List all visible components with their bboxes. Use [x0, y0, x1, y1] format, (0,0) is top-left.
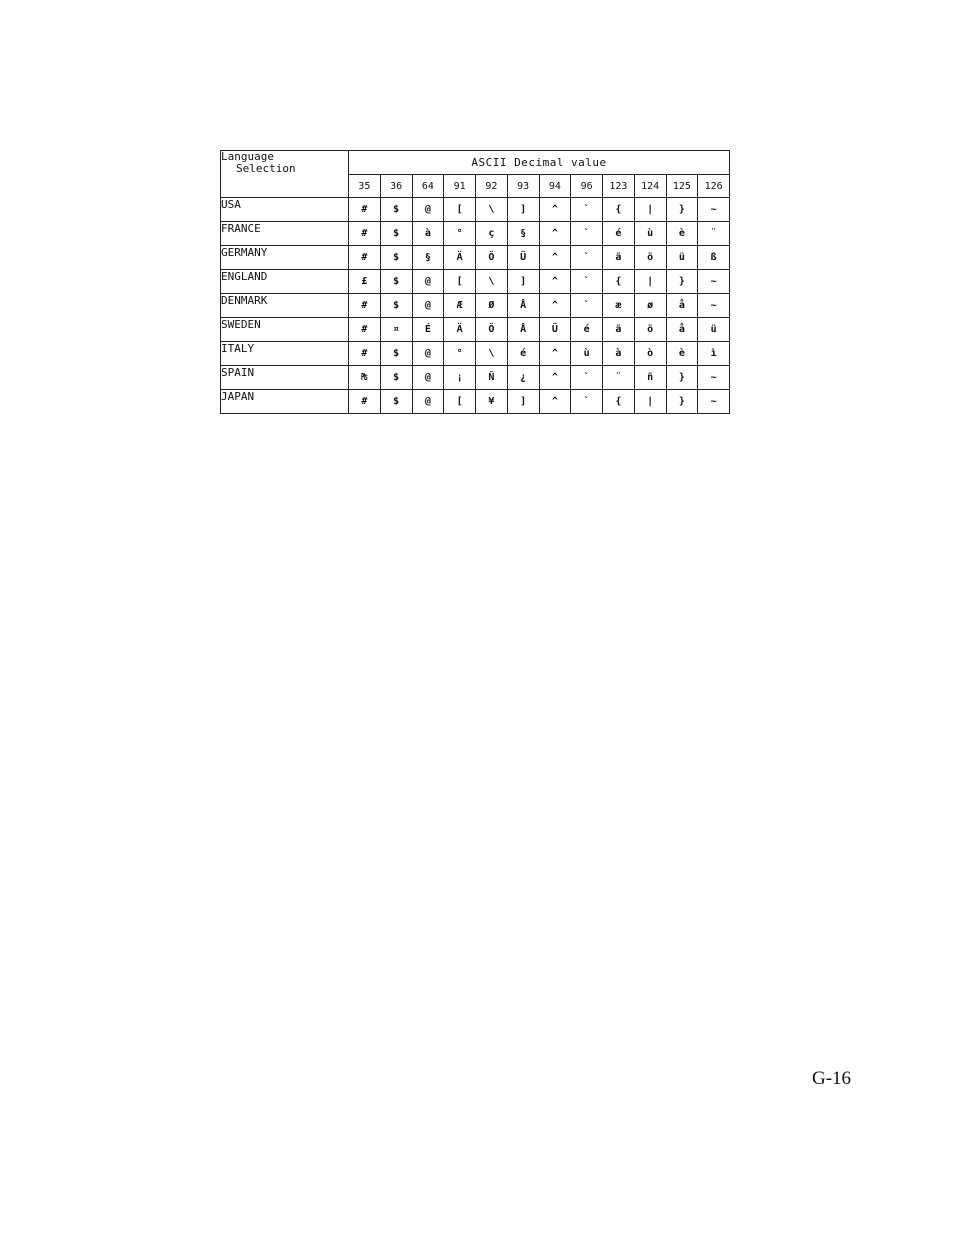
character-cell: |	[634, 198, 666, 222]
language-name: USA	[221, 198, 349, 222]
table-row	[221, 342, 730, 366]
character-cell: å	[666, 318, 698, 342]
character-cell: $	[380, 342, 412, 366]
character-cell: ^	[539, 270, 571, 294]
character-cell: £	[349, 270, 381, 294]
table-row	[221, 246, 730, 270]
character-cell: $	[380, 198, 412, 222]
code-header-35: 35	[349, 175, 381, 198]
character-cell: ¡	[444, 366, 476, 390]
character-cell: Æ	[444, 294, 476, 318]
character-cell: ä	[603, 246, 635, 270]
character-cell: Å	[507, 318, 539, 342]
character-cell: ~	[698, 390, 730, 414]
character-cell: ~	[698, 366, 730, 390]
language-name: ENGLAND	[221, 270, 349, 294]
code-header-36: 36	[380, 175, 412, 198]
character-cell: {	[603, 198, 635, 222]
character-cell: $	[380, 270, 412, 294]
language-name: JAPAN	[221, 390, 349, 414]
character-cell: ~	[698, 270, 730, 294]
table-row	[221, 294, 730, 318]
character-cell: ò	[634, 342, 666, 366]
character-cell: Ä	[444, 246, 476, 270]
language-name: ITALY	[221, 342, 349, 366]
table-row	[221, 222, 730, 246]
character-cell: [	[444, 390, 476, 414]
table-body	[221, 198, 730, 414]
character-cell: {	[603, 390, 635, 414]
character-cell: ì	[698, 342, 730, 366]
language-selection-header	[221, 151, 349, 198]
character-cell: #	[349, 294, 381, 318]
character-cell: @	[412, 390, 444, 414]
character-cell: `	[571, 222, 603, 246]
table-row	[221, 270, 730, 294]
character-cell: `	[571, 270, 603, 294]
character-cell: ]	[507, 270, 539, 294]
character-cell: }	[666, 270, 698, 294]
table-header-row	[221, 151, 730, 175]
character-cell: °	[444, 222, 476, 246]
character-cell: é	[571, 318, 603, 342]
character-cell: à	[412, 222, 444, 246]
code-header-124: 124	[634, 175, 666, 198]
character-cell: `	[571, 390, 603, 414]
character-cell: $	[380, 294, 412, 318]
character-cell: ¨	[603, 366, 635, 390]
character-cell: #	[349, 246, 381, 270]
code-header-93: 93	[507, 175, 539, 198]
character-cell: Ø	[476, 294, 508, 318]
character-cell: @	[412, 294, 444, 318]
character-cell: é	[603, 222, 635, 246]
character-cell: @	[412, 342, 444, 366]
character-cell: ß	[698, 246, 730, 270]
character-cell: [	[444, 270, 476, 294]
character-cell: ù	[571, 342, 603, 366]
character-cell: \	[476, 198, 508, 222]
code-header-94: 94	[539, 175, 571, 198]
language-name: SPAIN	[221, 366, 349, 390]
character-cell: #	[349, 318, 381, 342]
character-cell: #	[349, 222, 381, 246]
character-cell: ^	[539, 294, 571, 318]
character-cell: ¤	[380, 318, 412, 342]
character-cell: Ö	[476, 318, 508, 342]
character-cell: ø	[634, 294, 666, 318]
code-header-125: 125	[666, 175, 698, 198]
character-cell: é	[507, 342, 539, 366]
character-cell: ^	[539, 198, 571, 222]
table-row	[221, 318, 730, 342]
character-cell: #	[349, 198, 381, 222]
character-cell: Å	[507, 294, 539, 318]
character-cell: ¿	[507, 366, 539, 390]
character-cell: §	[507, 222, 539, 246]
page-number: G-16	[812, 1068, 852, 1089]
character-cell: ¨	[698, 222, 730, 246]
code-header-64: 64	[412, 175, 444, 198]
character-cell: ñ	[634, 366, 666, 390]
character-cell: ]	[507, 390, 539, 414]
code-header-96: 96	[571, 175, 603, 198]
character-cell: Ä	[444, 318, 476, 342]
table-row	[221, 390, 730, 414]
character-cell: ù	[634, 222, 666, 246]
character-cell: @	[412, 270, 444, 294]
character-cell: ü	[698, 318, 730, 342]
character-cell: ¥	[476, 390, 508, 414]
character-cell: ç	[476, 222, 508, 246]
character-cell: `	[571, 246, 603, 270]
language-name: DENMARK	[221, 294, 349, 318]
character-cell: \	[476, 342, 508, 366]
character-cell: `	[571, 294, 603, 318]
character-cell: ö	[634, 246, 666, 270]
table-row	[221, 198, 730, 222]
character-cell: }	[666, 366, 698, 390]
character-cell: $	[380, 390, 412, 414]
character-cell: ü	[666, 246, 698, 270]
character-cell: É	[412, 318, 444, 342]
character-cell: ]	[507, 198, 539, 222]
code-header-123: 123	[603, 175, 635, 198]
ascii-decimal-value-header: ASCII Decimal value	[349, 151, 730, 175]
character-cell: ^	[539, 390, 571, 414]
character-cell: å	[666, 294, 698, 318]
character-cell: @	[412, 198, 444, 222]
character-cell: @	[412, 366, 444, 390]
character-cell: ₧	[349, 366, 381, 390]
character-cell: |	[634, 270, 666, 294]
character-cell: ^	[539, 246, 571, 270]
character-cell: æ	[603, 294, 635, 318]
character-cell: Ü	[507, 246, 539, 270]
character-cell: {	[603, 270, 635, 294]
character-cell: à	[603, 342, 635, 366]
character-cell: ä	[603, 318, 635, 342]
language-name: SWEDEN	[221, 318, 349, 342]
code-header-92: 92	[476, 175, 508, 198]
character-cell: #	[349, 390, 381, 414]
character-cell: $	[380, 366, 412, 390]
character-cell: |	[634, 390, 666, 414]
character-cell: ö	[634, 318, 666, 342]
code-header-91: 91	[444, 175, 476, 198]
character-cell: ^	[539, 366, 571, 390]
character-cell: $	[380, 246, 412, 270]
character-cell: ^	[539, 222, 571, 246]
character-cell: §	[412, 246, 444, 270]
character-cell: Ü	[539, 318, 571, 342]
code-header-126: 126	[698, 175, 730, 198]
character-cell: ^	[539, 342, 571, 366]
character-cell: °	[444, 342, 476, 366]
character-cell: `	[571, 366, 603, 390]
character-cell: \	[476, 270, 508, 294]
language-header-line2: Selection	[236, 162, 296, 175]
language-name: FRANCE	[221, 222, 349, 246]
character-cell: è	[666, 222, 698, 246]
character-cell: #	[349, 342, 381, 366]
language-name: GERMANY	[221, 246, 349, 270]
character-cell: [	[444, 198, 476, 222]
table-row	[221, 366, 730, 390]
character-cell: Ö	[476, 246, 508, 270]
character-cell: `	[571, 198, 603, 222]
character-cell: $	[380, 222, 412, 246]
character-cell: ~	[698, 294, 730, 318]
character-cell: è	[666, 342, 698, 366]
character-cell: }	[666, 198, 698, 222]
character-cell: Ñ	[476, 366, 508, 390]
international-character-set-table	[220, 150, 730, 414]
language-header-line1: Language	[221, 150, 274, 163]
character-cell: ~	[698, 198, 730, 222]
character-cell: }	[666, 390, 698, 414]
